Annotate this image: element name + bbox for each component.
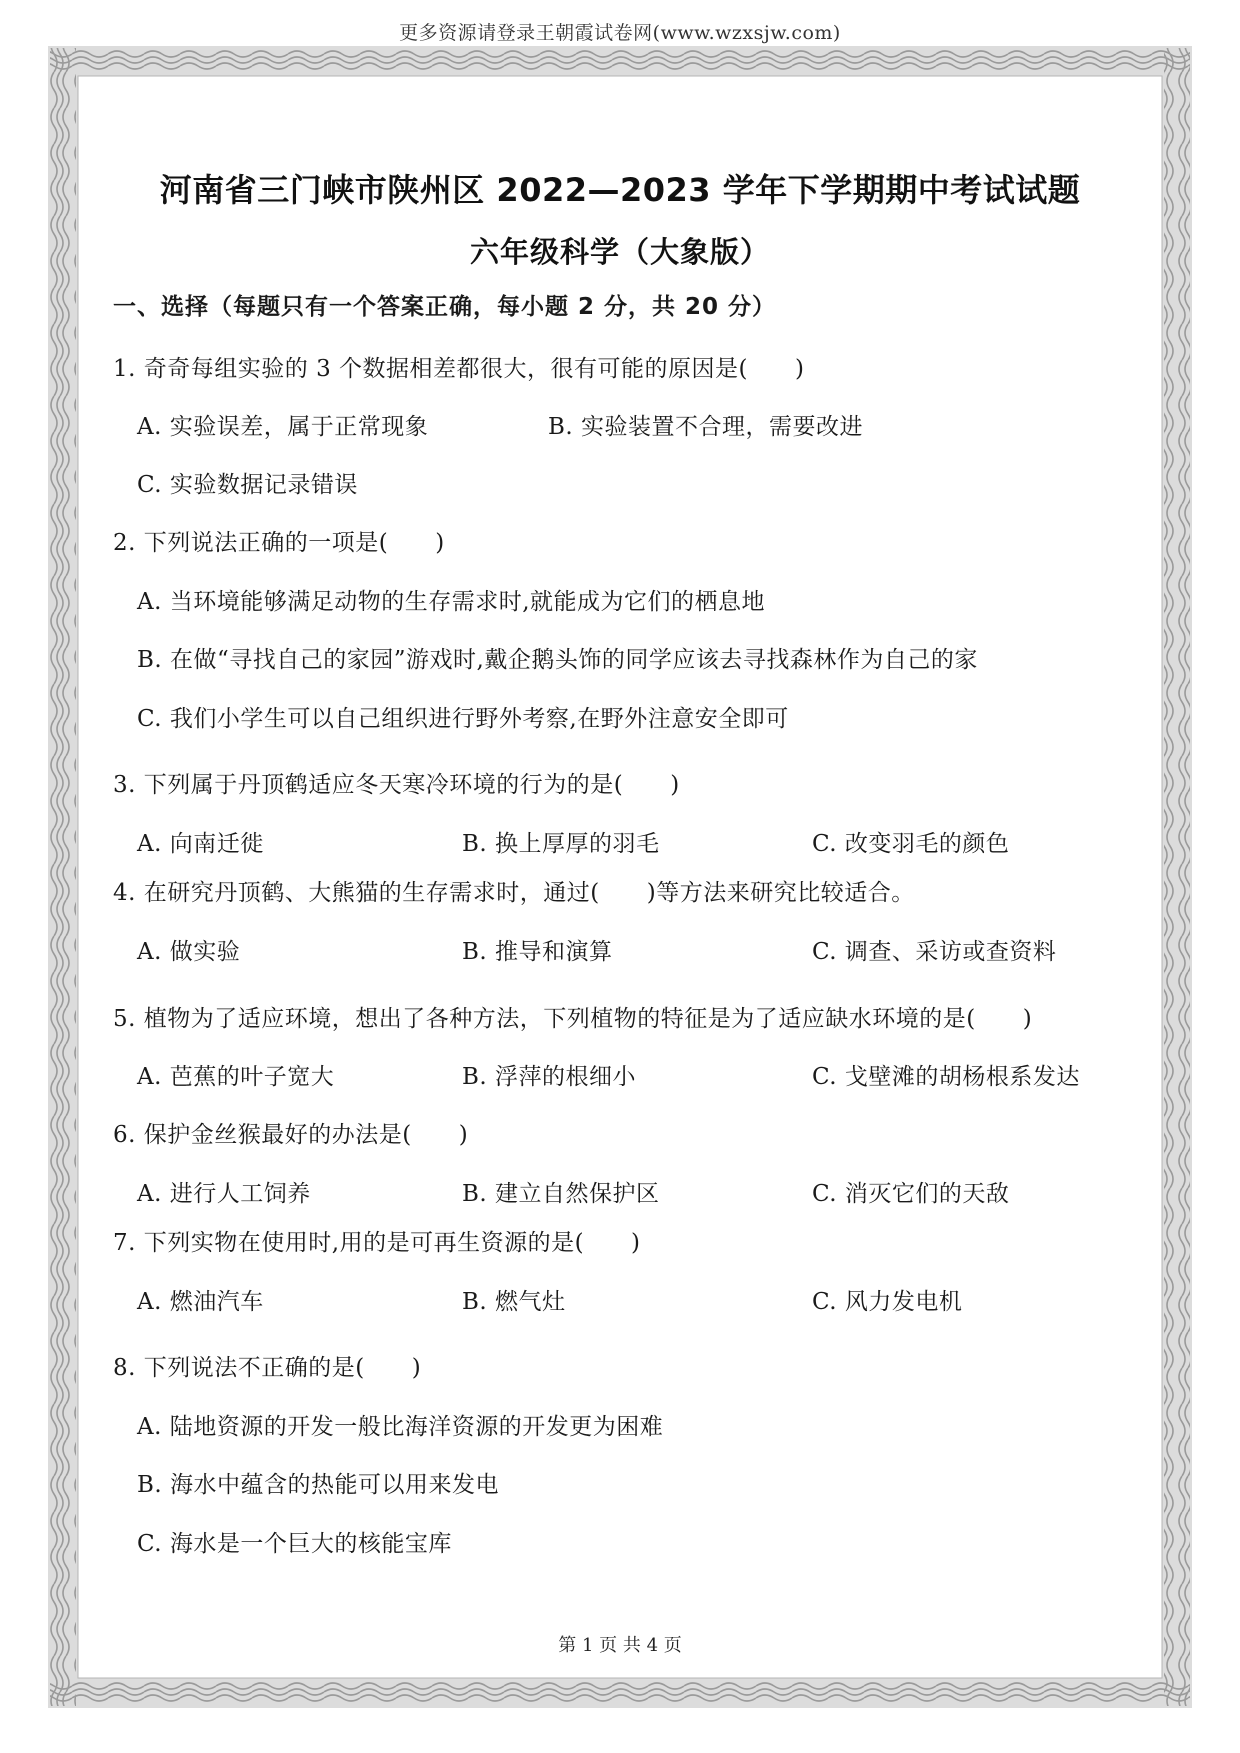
exam-title: 河南省三门峡市陕州区 2022—2023 学年下学期期中考试试题 bbox=[159, 171, 1081, 209]
q8-option-b: B. 海水中蕴含的热能可以用来发电 bbox=[137, 1472, 500, 1498]
question-5-stem: 5. 植物为了适应环境，想出了各种方法，下列植物的特征是为了适应缺水环境的是( ) bbox=[113, 1006, 1033, 1032]
q7-option-b: B. 燃气灶 bbox=[462, 1289, 566, 1315]
q1-option-b: B. 实验装置不合理，需要改进 bbox=[548, 414, 864, 440]
q3-option-c: C. 改变羽毛的颜色 bbox=[812, 831, 1010, 857]
q7-option-a: A. 燃油汽车 bbox=[137, 1289, 264, 1315]
q4-option-b: B. 推导和演算 bbox=[462, 939, 613, 965]
q2-option-a: A. 当环境能够满足动物的生存需求时,就能成为它们的栖息地 bbox=[137, 589, 766, 615]
q2-option-c: C. 我们小学生可以自己组织进行野外考察,在野外注意安全即可 bbox=[137, 706, 789, 732]
q3-option-b: B. 换上厚厚的羽毛 bbox=[462, 831, 660, 857]
exam-subtitle: 六年级科学（大象版） bbox=[469, 235, 770, 269]
q3-option-a: A. 向南迁徙 bbox=[137, 831, 264, 857]
q6-option-a: A. 进行人工饲养 bbox=[137, 1181, 311, 1207]
q5-option-b: B. 浮萍的根细小 bbox=[462, 1064, 637, 1090]
q6-option-c: C. 消灭它们的天敌 bbox=[812, 1181, 1010, 1207]
question-8-stem: 8. 下列说法不正确的是( ) bbox=[113, 1355, 422, 1381]
q5-option-a: A. 芭蕉的叶子宽大 bbox=[137, 1064, 335, 1090]
question-3-stem: 3. 下列属于丹顶鹤适应冬天寒冷环境的行为的是( ) bbox=[113, 772, 680, 798]
q1-option-c: C. 实验数据记录错误 bbox=[137, 472, 358, 498]
q8-option-c: C. 海水是一个巨大的核能宝库 bbox=[137, 1531, 452, 1557]
q4-option-c: C. 调查、采访或查资料 bbox=[812, 939, 1057, 965]
question-1-stem: 1. 奇奇每组实验的 3 个数据相差都很大，很有可能的原因是( ) bbox=[113, 356, 805, 382]
q6-option-b: B. 建立自然保护区 bbox=[462, 1181, 660, 1207]
question-7-stem: 7. 下列实物在使用时,用的是可再生资源的是( ) bbox=[113, 1230, 641, 1256]
question-6-stem: 6. 保护金丝猴最好的办法是( ) bbox=[113, 1122, 469, 1148]
q4-option-a: A. 做实验 bbox=[137, 939, 241, 965]
site-header-text: 更多资源请登录王朝霞试卷网(www.wzxsjw.com) bbox=[399, 22, 841, 44]
question-2-stem: 2. 下列说法正确的一项是( ) bbox=[113, 530, 445, 556]
q8-option-a: A. 陆地资源的开发一般比海洋资源的开发更为困难 bbox=[137, 1414, 664, 1440]
q2-option-b: B. 在做“寻找自己的家园”游戏时,戴企鹅头饰的同学应该去寻找森林作为自己的家 bbox=[137, 647, 978, 673]
section-heading: 一、选择（每题只有一个答案正确，每小题 2 分，共 20 分） bbox=[113, 294, 777, 320]
page-number: 第 1 页 共 4 页 bbox=[558, 1635, 682, 1656]
q1-option-a: A. 实验误差，属于正常现象 bbox=[137, 414, 429, 440]
q5-option-c: C. 戈壁滩的胡杨根系发达 bbox=[812, 1064, 1080, 1090]
q7-option-c: C. 风力发电机 bbox=[812, 1289, 963, 1315]
question-4-stem: 4. 在研究丹顶鹤、大熊猫的生存需求时，通过( )等方法来研究比较适合。 bbox=[113, 880, 915, 906]
